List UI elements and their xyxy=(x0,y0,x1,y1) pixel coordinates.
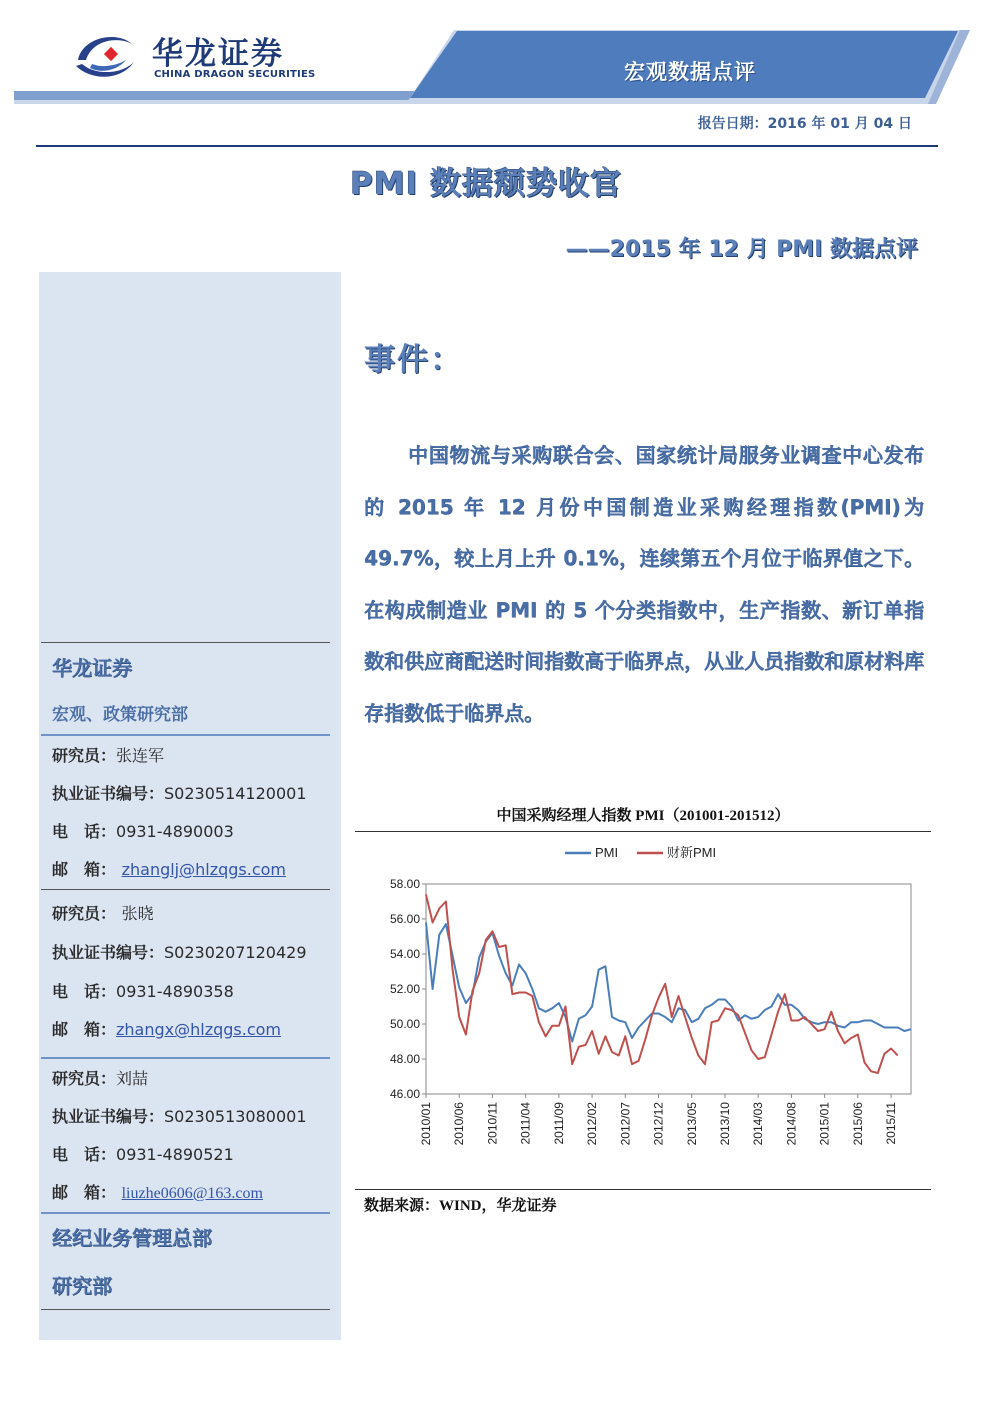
x-tick-label: 2015/01 xyxy=(817,1102,832,1146)
y-tick-label: 54.00 xyxy=(389,947,420,961)
analyst-researcher: 研究员：刘喆 xyxy=(52,1069,149,1088)
sidebar-divider xyxy=(41,642,330,643)
china-dragon-logo-icon xyxy=(72,30,138,82)
x-tick-label: 2011/09 xyxy=(551,1102,566,1145)
pmi-line-chart xyxy=(355,832,931,1190)
x-tick-label: 2011/04 xyxy=(518,1102,533,1145)
report-date: 报告日期：2016 年 01 月 04 日 xyxy=(697,116,912,132)
analyst-phone: 电 话：0931-4890003 xyxy=(52,822,234,841)
analyst-phone: 电 话：0931-4890521 xyxy=(52,1145,234,1164)
y-tick-label: 50.00 xyxy=(389,1017,420,1031)
series-line-caixin-pmi xyxy=(426,895,898,1074)
x-tick-label: 2015/11 xyxy=(884,1102,899,1145)
x-tick-label: 2013/10 xyxy=(717,1102,732,1146)
analyst-license: 执业证书编号：S0230207120429 xyxy=(52,943,307,962)
analyst-email: 邮 箱： zhanglj@hlzqgs.com xyxy=(52,860,287,879)
sidebar-divider xyxy=(41,889,330,890)
analyst-license: 执业证书编号：S0230514120001 xyxy=(52,784,307,803)
x-tick-label: 2010/11 xyxy=(485,1102,500,1145)
series-line-pmi xyxy=(426,923,911,1042)
sidebar-divider xyxy=(41,1057,330,1059)
sidebar-divider xyxy=(41,1309,330,1310)
page-title: PMI 数据颓势收官 xyxy=(350,166,622,202)
header-divider xyxy=(36,145,938,147)
sidebar-divider xyxy=(41,734,330,736)
sidebar-company: 华龙证券 xyxy=(52,656,132,680)
y-tick-label: 58.00 xyxy=(389,877,420,891)
legend-label: 财新PMI xyxy=(667,845,717,860)
analyst-researcher: 研究员： 张晓 xyxy=(52,904,154,923)
analyst-license: 执业证书编号：S0230513080001 xyxy=(52,1107,307,1126)
analyst-researcher: 研究员：张连军 xyxy=(52,746,165,765)
analyst-email: 邮 箱： liuzhe0606@163.com xyxy=(52,1183,263,1202)
page-subtitle: ——2015 年 12 月 PMI 数据点评 xyxy=(565,237,918,262)
chart-bottom-rule xyxy=(355,1189,931,1190)
y-tick-label: 48.00 xyxy=(389,1052,420,1066)
x-tick-label: 2010/06 xyxy=(452,1102,467,1146)
sidebar-footer-dept: 经纪业务管理总部 xyxy=(52,1226,212,1250)
sidebar-department: 宏观、政策研究部 xyxy=(52,705,188,725)
x-tick-label: 2012/07 xyxy=(618,1102,633,1146)
event-heading: 事件： xyxy=(364,342,463,378)
x-tick-label: 2015/06 xyxy=(850,1102,865,1146)
analyst-email-link[interactable]: zhanglj@hlzqgs.com xyxy=(121,860,287,879)
x-tick-label: 2012/02 xyxy=(585,1102,600,1146)
analyst-email-link[interactable]: zhangx@hlzqgs.com xyxy=(116,1020,282,1039)
legend-label: PMI xyxy=(595,845,619,860)
sidebar-footer-dept: 研究部 xyxy=(52,1274,112,1298)
y-tick-label: 46.00 xyxy=(389,1087,420,1101)
header-banner xyxy=(0,0,992,110)
x-tick-label: 2013/05 xyxy=(684,1102,699,1146)
x-tick-label: 2010/01 xyxy=(419,1102,433,1146)
analyst-phone: 电 话：0931-4890358 xyxy=(52,982,234,1001)
chart-title: 中国采购经理人指数 PMI（201001-201512） xyxy=(496,808,790,824)
brand-name-en: CHINA DRAGON SECURITIES xyxy=(154,69,316,80)
report-category: 宏观数据点评 xyxy=(624,60,756,84)
y-tick-label: 52.00 xyxy=(389,982,420,996)
x-tick-label: 2012/12 xyxy=(651,1102,666,1146)
event-paragraph: 中国物流与采购联合会、国家统计局服务业调查中心发布的 2015 年 12 月份中国制造业采购经理指数(PMI)为 49.7%，较上月上升 0.1%，连续第五个月位于临界值之下。在构成制造业 PMI 的 5 个分类指数中，生产指数、新订单指数和供应商配送时间指数高于临界点，从业人员指数和原材料库存指数低于临界点。 xyxy=(364,443,924,725)
sidebar-divider xyxy=(41,1212,330,1214)
analyst-email-link[interactable]: liuzhe0606@163.com xyxy=(121,1185,263,1202)
brand-name-cn: 华龙证券 xyxy=(152,36,284,72)
y-tick-label: 56.00 xyxy=(389,912,420,926)
chart-source: 数据来源：WIND，华龙证券 xyxy=(364,1198,557,1214)
plot-frame xyxy=(426,884,911,1094)
analyst-email: 邮 箱：zhangx@hlzqgs.com xyxy=(52,1020,282,1039)
x-tick-label: 2014/08 xyxy=(784,1102,799,1146)
x-tick-label: 2014/03 xyxy=(751,1102,766,1146)
